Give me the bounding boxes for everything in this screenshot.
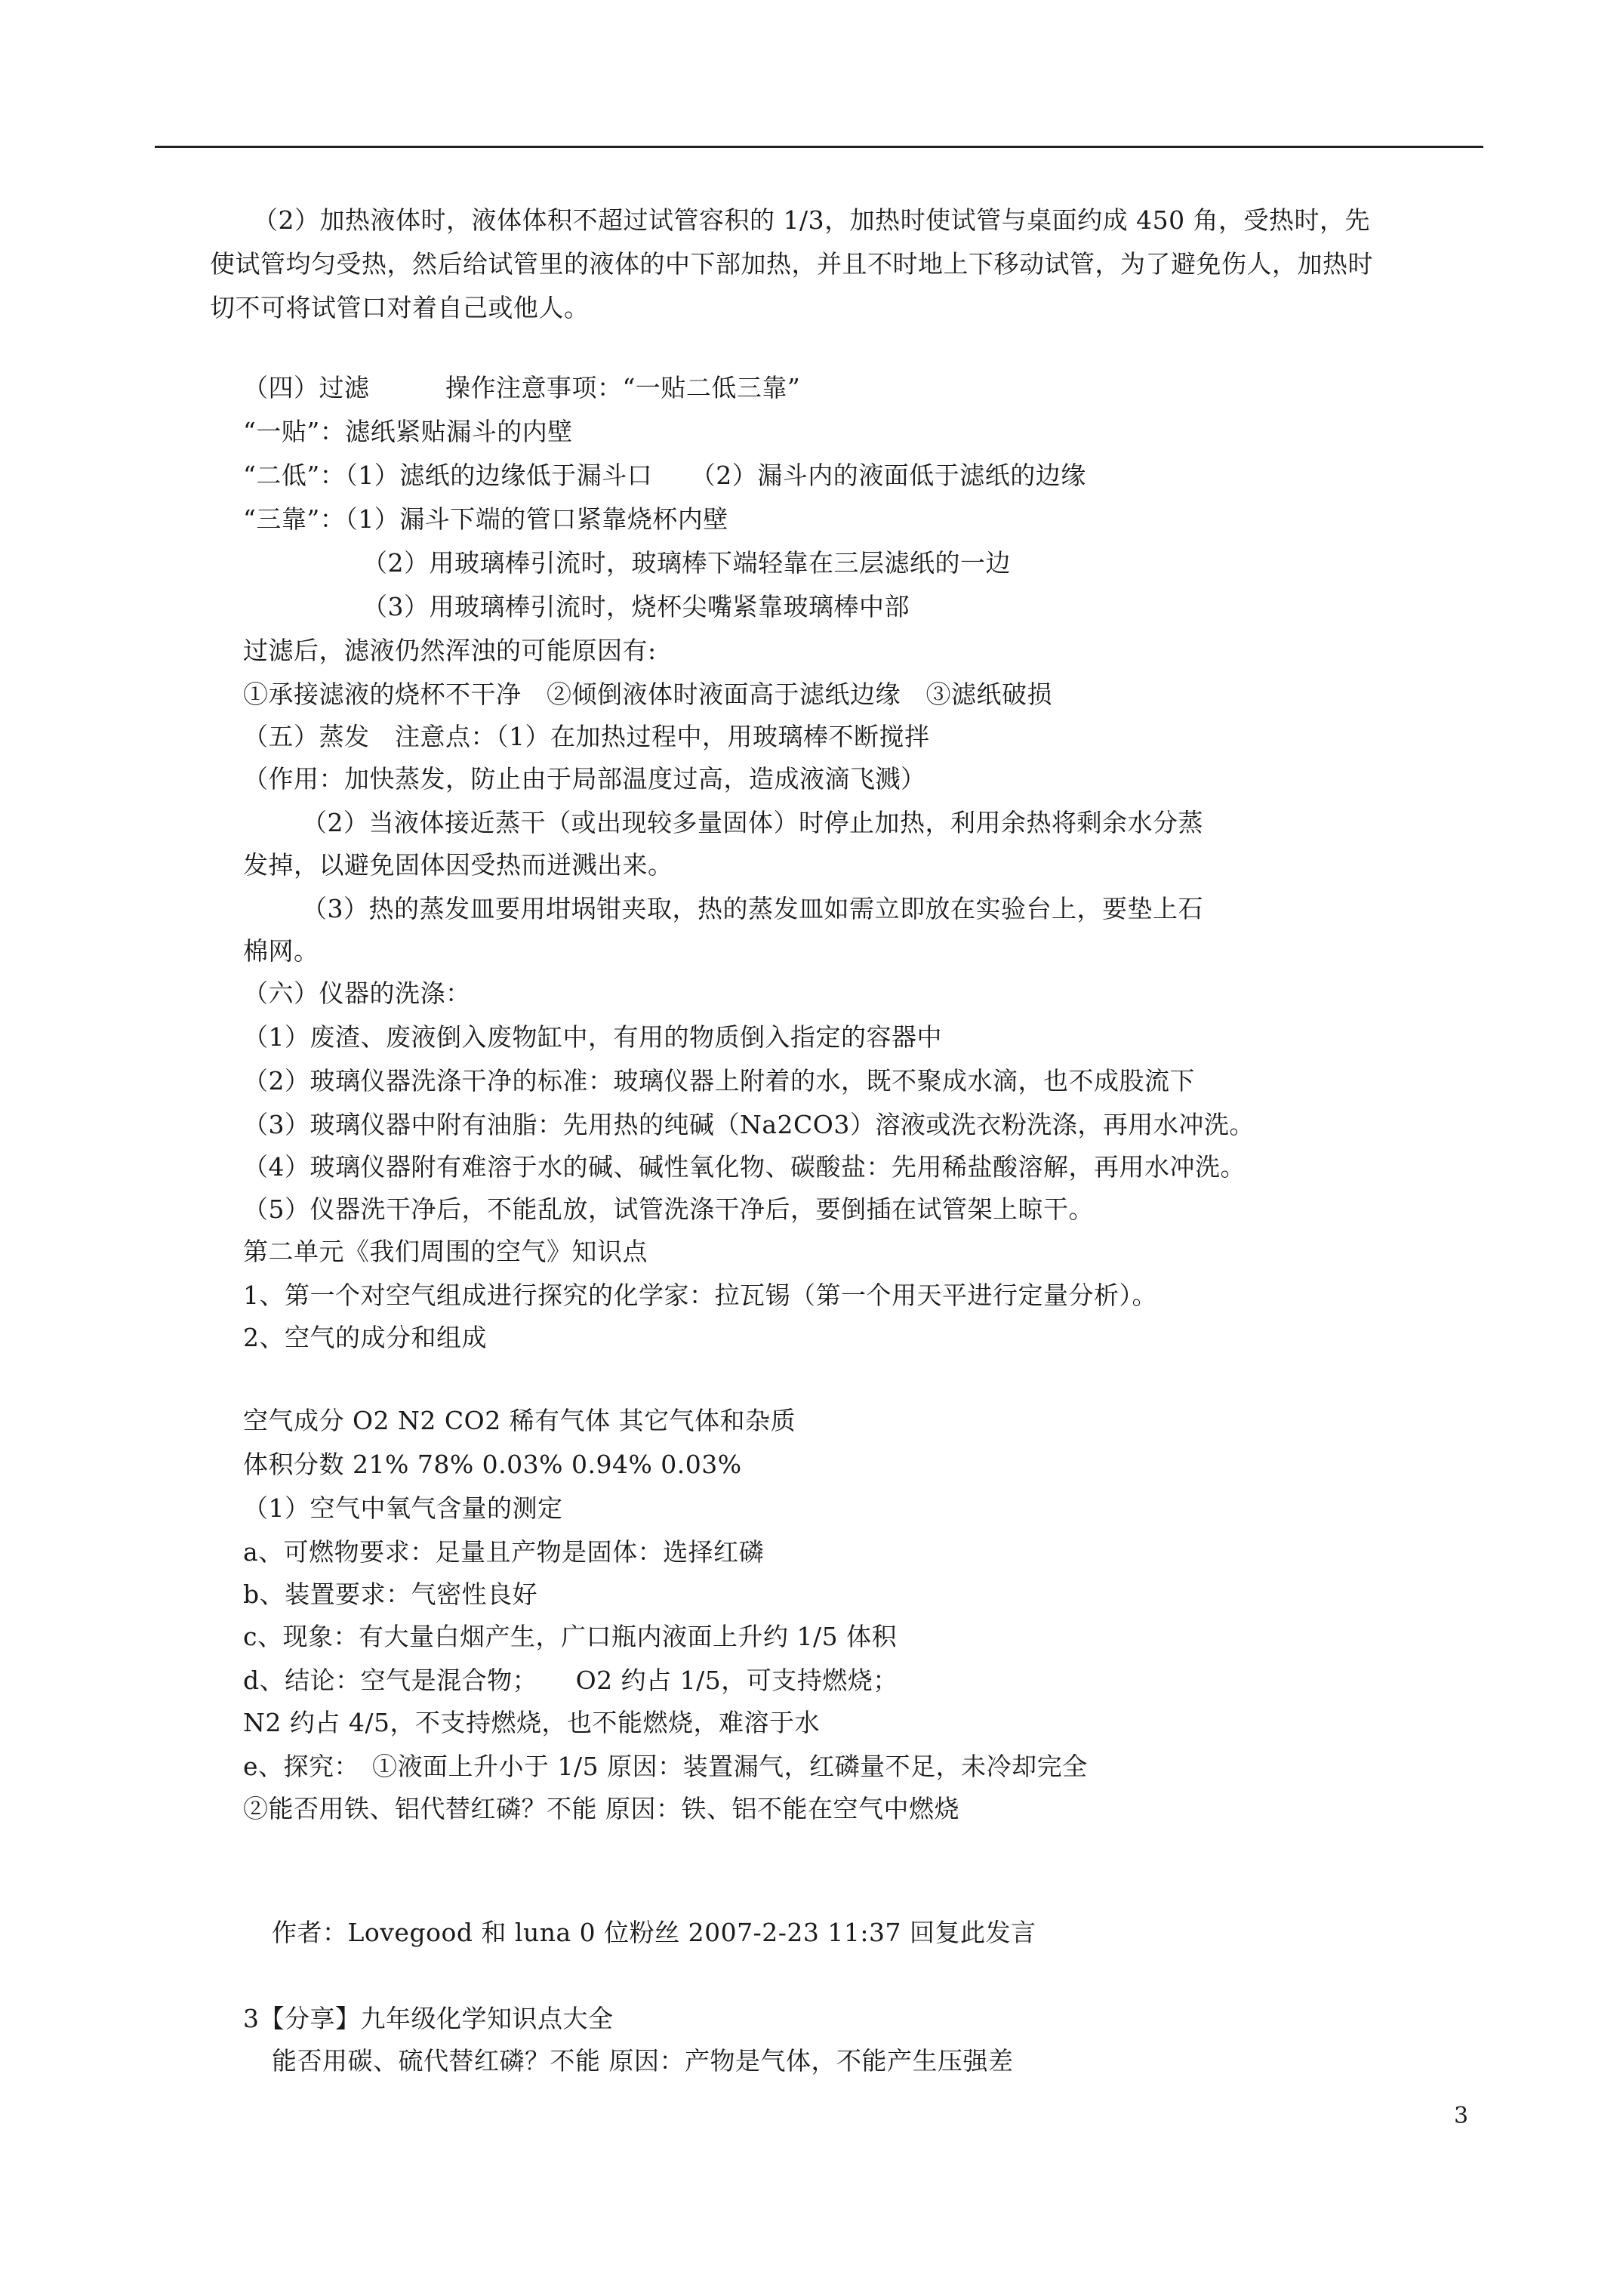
text-line: （3）玻璃仪器中附有油脂：先用热的纯碱（Na2CO3）溶液或洗衣粉洗涤，再用水冲洗。 bbox=[243, 1110, 1255, 1139]
text-line: 棉网。 bbox=[243, 936, 319, 966]
text-line: 1、第一个对空气组成进行探究的化学家：拉瓦锡（第一个用天平进行定量分析）。 bbox=[243, 1281, 1157, 1310]
text-line: 使试管均匀受热，然后给试管里的液体的中下部加热，并且不时地上下移动试管，为了避免伤人，加热时 bbox=[210, 249, 1373, 279]
text-line: c、现象：有大量白烟产生，广口瓶内液面上升约 1/5 体积 bbox=[243, 1622, 898, 1651]
text-line: （作用：加快蒸发，防止由于局部温度过高，造成液滴飞溅） bbox=[243, 764, 926, 794]
text-line: a、可燃物要求：足量且产物是固体：选择红磷 bbox=[243, 1537, 765, 1567]
text-line: （3）用玻璃棒引流时，烧杯尖嘴紧靠玻璃棒中部 bbox=[362, 592, 910, 621]
section-heading: （六）仪器的洗涤： bbox=[243, 978, 471, 1008]
text-line: 2、空气的成分和组成 bbox=[243, 1323, 487, 1352]
text-line: ①承接滤液的烧杯不干净 ②倾倒液体时液面高于滤纸边缘 ③滤纸破损 bbox=[243, 680, 1052, 709]
text-line: （4）玻璃仪器附有难溶于水的碱、碱性氧化物、碳酸盐：先用稀盐酸溶解，再用水冲洗。 bbox=[243, 1152, 1246, 1182]
text-line: （1）废渣、废液倒入废物缸中，有用的物质倒入指定的容器中 bbox=[243, 1022, 942, 1052]
text-line: “三靠”：（1）漏斗下端的管口紧靠烧杯内壁 bbox=[243, 504, 728, 534]
header-rule bbox=[155, 146, 1483, 148]
text-line: 切不可将试管口对着自己或他人。 bbox=[210, 293, 590, 322]
text-line: （2）用玻璃棒引流时，玻璃棒下端轻靠在三层滤纸的一边 bbox=[362, 548, 1011, 578]
text-line: 能否用碳、硫代替红磷？不能 原因：产物是气体，不能产生压强差 bbox=[272, 2046, 1014, 2076]
air-composition-row: 空气成分 O2 N2 CO2 稀有气体 其它气体和杂质 bbox=[243, 1406, 796, 1435]
text-line: b、装置要求：气密性良好 bbox=[243, 1579, 538, 1609]
text-line: （5）仪器洗干净后，不能乱放，试管洗涤干净后，要倒插在试管架上晾干。 bbox=[243, 1194, 1094, 1224]
volume-fraction-row: 体积分数 21% 78% 0.03% 0.94% 0.03% bbox=[243, 1450, 742, 1479]
text-line: 发掉，以避免固体因受热而迸溅出来。 bbox=[243, 850, 673, 880]
post-title: 3【分享】九年级化学知识点大全 bbox=[243, 2004, 614, 2033]
section-heading: （四）过滤 操作注意事项：“一贴二低三靠” bbox=[243, 373, 801, 402]
text-line: （2）加热液体时，液体体积不超过试管容积的 1/3，加热时使试管与桌面约成 450 角，受热时，先 bbox=[253, 205, 1371, 235]
page-number: 3 bbox=[1454, 2103, 1469, 2129]
text-line: 过滤后，滤液仍然浑浊的可能原因有: bbox=[243, 636, 657, 665]
text-line: “一贴”：滤纸紧贴漏斗的内壁 bbox=[243, 417, 573, 446]
text-line: d、结论：空气是混合物； O2 约占 1/5，可支持燃烧； bbox=[243, 1666, 898, 1695]
text-line: ②能否用铁、铝代替红磷？不能 原因：铁、铝不能在空气中燃烧 bbox=[243, 1794, 959, 1823]
unit-heading: 第二单元《我们周围的空气》知识点 bbox=[243, 1237, 648, 1266]
text-line: e、探究： ①液面上升小于 1/5 原因：装置漏气，红磷量不足，未冷却完全 bbox=[243, 1752, 1088, 1781]
text-line: （2）玻璃仪器洗涤干净的标准：玻璃仪器上附着的水，既不聚成水滴，也不成股流下 bbox=[243, 1066, 1195, 1096]
text-line: （3）热的蒸发皿要用坩埚钳夹取，热的蒸发皿如需立即放在实验台上，要垫上石 bbox=[302, 894, 1203, 923]
text-line: N2 约占 4/5，不支持燃烧，也不能燃烧，难溶于水 bbox=[243, 1708, 820, 1737]
text-line: “二低”：（1）滤纸的边缘低于漏斗口 （2）漏斗内的液面低于滤纸的边缘 bbox=[243, 461, 1086, 490]
text-line: （2）当液体接近蒸干（或出现较多量固体）时停止加热，利用余热将剩余水分蒸 bbox=[302, 808, 1203, 837]
text-line: （1）空气中氧气含量的测定 bbox=[243, 1493, 563, 1523]
post-author-line: 作者：Lovegood 和 luna 0 位粉丝 2007-2-23 11:37 回复此发言 bbox=[272, 1918, 1036, 1947]
section-heading: （五）蒸发 注意点：（1）在加热过程中，用玻璃棒不断搅拌 bbox=[243, 722, 930, 751]
